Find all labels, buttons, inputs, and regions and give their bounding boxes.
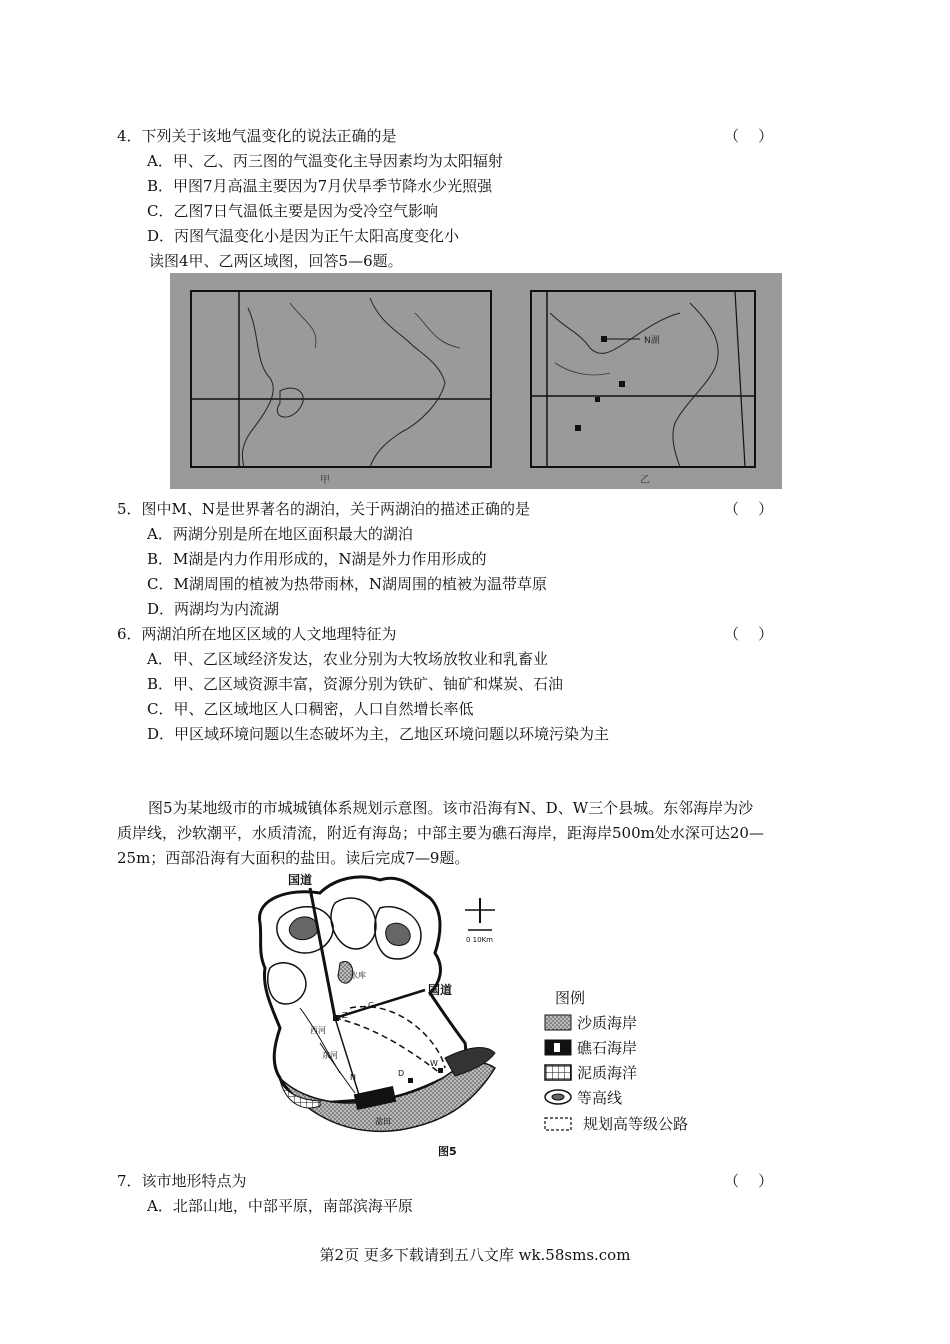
q6-option-b: B．甲、乙区域资源丰富，资源分别为铁矿、铀矿和煤炭、石油 xyxy=(147,675,564,693)
label-salt-field: 盐田 xyxy=(375,1117,391,1126)
q4-option-a: A．甲、乙、丙三图的气温变化主导因素均为太阳辐射 xyxy=(147,152,503,170)
q4-answer-paren: （ ） xyxy=(724,127,774,145)
q7-option-a: A．北部山地，中部平原，南部滨海平原 xyxy=(147,1197,413,1215)
legend-contour: 等高线 xyxy=(577,1089,623,1107)
page-footer: 第2页 更多下载请到五八文库 wk.58sms.com xyxy=(319,1246,631,1264)
map-b-label: 乙 xyxy=(640,475,650,486)
label-city-w: W xyxy=(430,1059,438,1068)
q5-answer-paren: （ ） xyxy=(724,500,774,518)
intro-q7-9-line-1: 图5为某地级市的市城城镇体系规划示意图。该市沿海有N、D、W三个县城。东邻海岸为沙 xyxy=(148,799,754,817)
q5-option-b: B．M湖是内力作用形成的，N湖是外力作用形成的 xyxy=(147,550,487,568)
scale-bar-label: 0 10Km xyxy=(466,936,493,944)
intro-q7-9-line-3: 25m；西部沿海有大面积的盐田。读后完成7—9题。 xyxy=(117,849,470,867)
q5-option-d: D．两湖均为内流湖 xyxy=(147,600,280,618)
intro-q7-9-line-2: 质岸线，沙软潮平，水质清流，附近有海岛；中部主要为礁石海岸，距海岸500m处水深可达20— xyxy=(117,824,764,842)
q4-option-c: C．乙图7日气温低主要是因为受冷空气影响 xyxy=(147,202,439,220)
label-national-road-right: 国道 xyxy=(428,983,453,997)
q6-stem: 6．两湖泊所在地区区域的人文地理特征为 xyxy=(117,625,397,643)
figure-4-maps xyxy=(170,273,782,489)
legend-sandy-coast: 沙质海岸 xyxy=(577,1014,638,1032)
q4-option-d: D．丙图气温变化小是因为正午太阳高度变化小 xyxy=(147,227,460,245)
q5-option-a: A．两湖分别是所在地区面积最大的湖泊 xyxy=(147,525,413,543)
label-city-z: Z xyxy=(342,1011,348,1020)
map-a-label: 甲 xyxy=(320,475,330,486)
figure-5-caption: 图5 xyxy=(438,1145,457,1158)
figure-5-city-map xyxy=(240,868,720,1160)
label-national-road-top: 国道 xyxy=(288,873,313,887)
north-arrow-icon xyxy=(465,898,495,923)
q7-stem: 7．该市地形特点为 xyxy=(117,1172,247,1190)
q4-stem: 4．下列关于该地气温变化的说法正确的是 xyxy=(117,127,397,145)
label-city-n: N xyxy=(350,1073,356,1082)
q5-stem: 5．图中M、N是世界著名的湖泊，关于两湖泊的描述正确的是 xyxy=(117,500,531,518)
label-reservoir: 水库 xyxy=(350,971,366,980)
legend-rocky-coast: 礁石海岸 xyxy=(577,1039,638,1057)
q6-option-a: A．甲、乙区域经济发达，农业分别为大牧场放牧业和乳畜业 xyxy=(147,650,548,668)
q6-option-c: C．甲、乙区域地区人口稠密，人口自然增长率低 xyxy=(147,700,474,718)
q4-option-b: B．甲图7月高温主要因为7月伏旱季节降水少光照强 xyxy=(147,177,493,195)
q7-answer-paren: （ ） xyxy=(724,1172,774,1190)
lake-n-label: N湖 xyxy=(644,336,660,346)
label-city-d: D xyxy=(398,1069,405,1078)
label-east-river: 东河 xyxy=(322,1051,338,1060)
q6-answer-paren: （ ） xyxy=(724,625,774,643)
label-city-g: G xyxy=(368,1001,375,1010)
legend-muddy-sea: 泥质海洋 xyxy=(577,1064,638,1082)
q5-option-c: C．M湖周围的植被为热带雨林，N湖周围的植被为温带草原 xyxy=(147,575,547,593)
intro-q5-6: 读图4甲、乙两区域图，回答5—6题。 xyxy=(149,252,403,270)
label-west-river: 西河 xyxy=(310,1026,326,1035)
q6-option-d: D．甲区域环境问题以生态破坏为主，乙地区环境问题以环境污染为主 xyxy=(147,725,610,743)
legend-title: 图例 xyxy=(555,989,586,1007)
legend xyxy=(545,989,688,1133)
legend-planned-highway: 规划高等级公路 xyxy=(583,1115,689,1133)
